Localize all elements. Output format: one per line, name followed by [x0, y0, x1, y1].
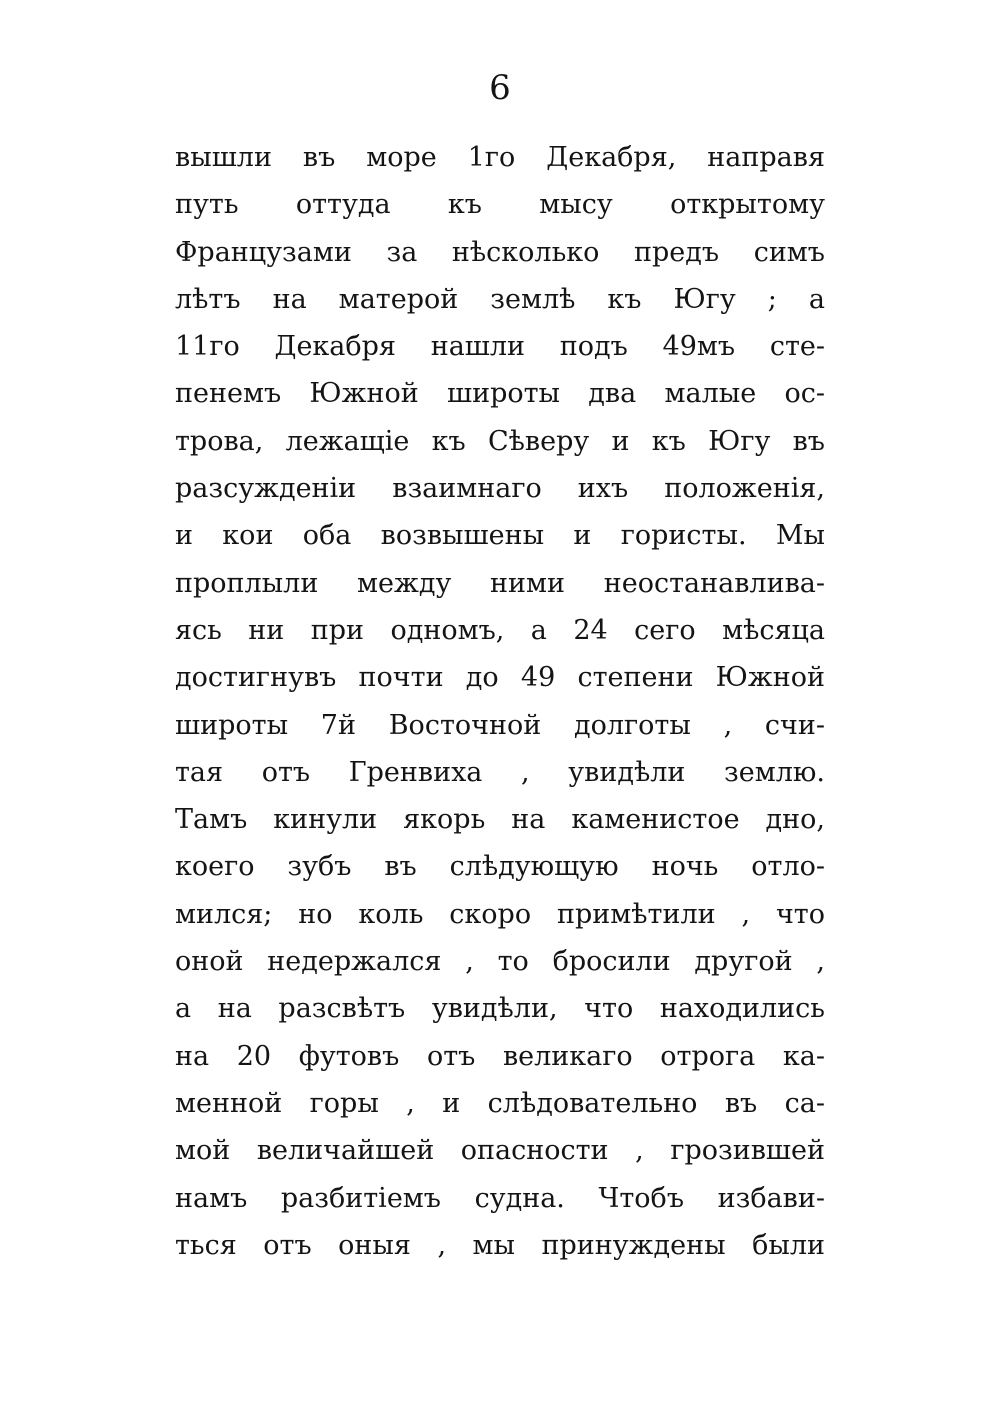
text-line: проплыли между ними неостанавлива-	[175, 567, 825, 599]
text-line: и кои оба возвышены и гористы. Мы	[175, 520, 825, 552]
text-line: а на разсвѣтъ увидѣли, что находились	[175, 993, 825, 1025]
text-line: вышли въ море 1го Декабря, направя	[175, 142, 825, 173]
text-line: ясь ни при одномъ, а 24 сего мѣсяца	[175, 614, 825, 646]
text-line: мился; но коль скоро примѣтили , что	[175, 898, 825, 930]
text-line: широты 7й Восточной долготы , счи-	[175, 709, 825, 741]
text-line: Французами за нѣсколько предъ симъ	[175, 236, 825, 268]
text-line: тая отъ Гренвиха , увидѣли землю.	[175, 756, 825, 788]
text-line: Тамъ кинули якорь на каменистое дно,	[175, 804, 825, 836]
text-line: путь оттуда къ мысу открытому	[175, 189, 825, 221]
text-line: менной горы , и слѣдовательно въ са-	[175, 1087, 825, 1119]
text-line: 11го Декабря нашли подъ 49мъ сте-	[175, 331, 825, 363]
text-line: пенемъ Южной широты два малые ос-	[175, 378, 825, 410]
body-text	[175, 134, 825, 1269]
text-line: оной недержался , то бросили другой ,	[175, 946, 825, 978]
text-line: трова, лежащіе къ Сѣверу и къ Югу въ	[175, 425, 825, 457]
text-line: достигнувъ почти до 49 степени Южной	[175, 662, 825, 694]
text-line: ться отъ оныя , мы принуждены были	[175, 1229, 825, 1261]
text-line: лѣтъ на матерой землѣ къ Югу ; а	[175, 283, 825, 315]
text-line: коего зубъ въ слѣдующую ночь отло-	[175, 851, 825, 883]
text-line: разсужденіи взаимнаго ихъ положенія,	[175, 473, 825, 505]
text-line: мой величайшей опасности , грозившей	[175, 1135, 825, 1167]
text-line: намъ разбитіемъ судна. Чтобъ избави-	[175, 1182, 825, 1214]
page-number: 6	[489, 68, 511, 108]
text-line: на 20 футовъ отъ великаго отрога ка-	[175, 1040, 825, 1072]
